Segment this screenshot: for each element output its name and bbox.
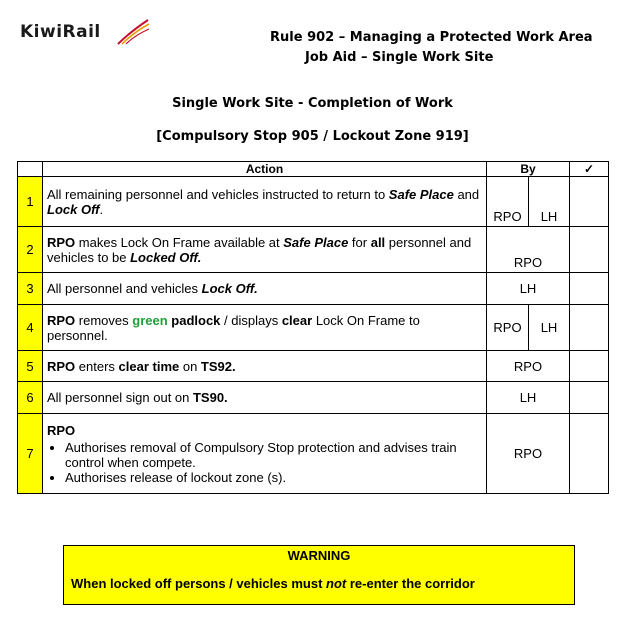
table-row [18,414,609,494]
table-header-row [18,162,609,177]
step-number: 4 [18,305,43,351]
action-text-bold: TS92. [200,358,236,374]
list-item: • Authorises removal of Compulsory Stop protection and advises train control when compete. [65,440,482,470]
section-title: Single Work Site - Completion of Work [172,96,453,111]
action-text: removes [75,312,133,328]
step-action [43,382,487,414]
by-cell: LH [487,382,570,414]
action-text-emphasis: Safe Place [283,234,349,250]
table-row [18,382,609,414]
action-text: . [99,201,104,217]
action-text: for [348,234,371,250]
header-check: ✓ [570,162,609,177]
action-heading: RPO [47,422,76,438]
step-action [43,227,487,273]
fern-swoosh-icon [116,18,150,46]
by-cell: RPO [487,227,570,273]
warning-box [63,545,575,605]
rule-title: Rule 902 – Managing a Protected Work Area [270,30,593,45]
steps-table [17,161,609,494]
action-text-bold: RPO [47,312,76,328]
by-cell: RPO [487,351,570,382]
action-text: Lock On Frame to personnel. [47,312,420,343]
list-item: • Authorises release of lockout zone (s). [65,470,482,485]
warning-text-emphasis: not [326,576,347,591]
action-text-bold: RPO [47,234,76,250]
action-text-emphasis: Lock Off. [201,281,258,296]
action-text-bold: TS90. [192,390,228,405]
by-cell: LH [529,305,570,351]
table-row [18,227,609,273]
action-text: enters [75,358,119,374]
sub-step-list [47,440,482,485]
step-action [43,177,487,227]
check-cell[interactable] [570,305,609,351]
table-row [18,177,609,227]
job-aid-title: Job Aid – Single Work Site [305,50,494,65]
warning-text [71,576,475,591]
check-cell[interactable] [570,177,609,227]
action-text: All personnel sign out on [47,390,193,405]
action-text-bold: RPO [47,358,76,374]
by-cell: LH [487,273,570,305]
action-text: All remaining personnel and vehicles instructed to return to [47,186,389,202]
by-cell: LH [529,177,570,227]
action-text: All personnel and vehicles [47,281,202,296]
action-text-bold: padlock [171,312,221,328]
context-label: [Compulsory Stop 905 / Lockout Zone 919] [156,129,469,144]
action-text: on [179,358,201,374]
table-row [18,351,609,382]
logo-text: KiwiRail [20,22,101,42]
kiwirail-logo [20,18,150,48]
step-number: 1 [18,177,43,227]
by-cell: RPO [487,177,529,227]
action-text: personnel and vehicles to be [47,234,472,265]
by-cell: RPO [487,305,529,351]
step-number: 5 [18,351,43,382]
warning-text-part: When locked off persons / vehicles must [71,576,327,591]
check-cell[interactable] [570,351,609,382]
action-text: makes Lock On Frame available at [75,234,284,250]
action-text: / displays [220,312,282,328]
warning-text-part: re-enter the corridor [346,576,475,591]
action-text-green: green [132,312,168,328]
action-text-emphasis: Lock Off [47,201,100,217]
warning-title: WARNING [287,548,351,563]
header-number-cell [18,162,43,177]
table-row [18,305,609,351]
step-action [43,414,487,494]
table-row [18,273,609,305]
check-cell[interactable] [570,382,609,414]
step-number: 6 [18,382,43,414]
action-text-emphasis: Safe Place [388,186,454,202]
action-text: and [453,186,480,202]
step-number: 7 [18,414,43,494]
check-cell[interactable] [570,414,609,494]
action-text-bold: clear time [118,358,180,374]
check-cell[interactable] [570,227,609,273]
by-cell: RPO [487,414,570,494]
action-text-emphasis: Locked Off. [130,249,202,265]
step-action [43,305,487,351]
step-action [43,273,487,305]
check-cell[interactable] [570,273,609,305]
action-text-bold: clear [281,312,313,328]
header-action: Action [43,162,487,177]
step-action [43,351,487,382]
header-by: By [487,162,570,177]
step-number: 2 [18,227,43,273]
action-text-bold: all [370,234,386,250]
step-number: 3 [18,273,43,305]
